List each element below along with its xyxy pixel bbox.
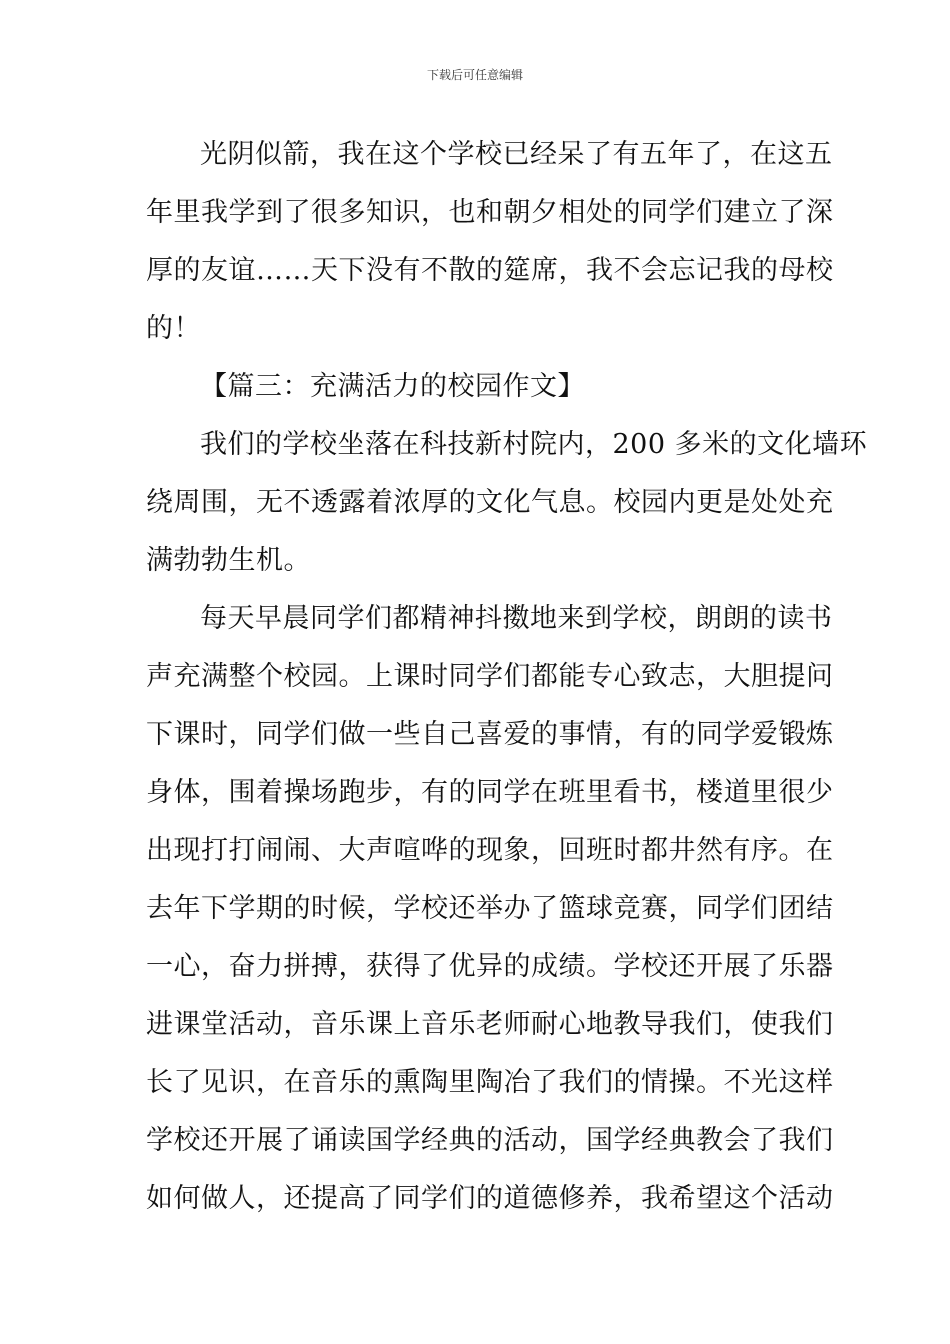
text-line: 进课堂活动，音乐课上音乐老师耐心地教导我们，使我们 <box>146 1009 834 1040</box>
text-line: 如何做人，还提高了同学们的道德修养，我希望这个活动 <box>146 1183 834 1214</box>
text-line: 去年下学期的时候，学校还举办了篮球竞赛，同学们团结 <box>146 893 834 924</box>
page-header-note: 下载后可任意编辑 <box>426 68 523 82</box>
text-line: 出现打打闹闹、大声喧哗的现象，回班时都井然有序。在 <box>146 835 834 866</box>
text-line: 下课时，同学们做一些自己喜爱的事情，有的同学爱锻炼 <box>146 719 834 750</box>
section-heading: 【篇三：充满活力的校园作文】 <box>200 371 585 402</box>
text-line: 厚的友谊……天下没有不散的筵席，我不会忘记我的母校 <box>146 255 834 286</box>
text-line: 身体，围着操场跑步，有的同学在班里看书，楼道里很少 <box>146 777 834 808</box>
document-body <box>146 126 868 1228</box>
text-line: 每天早晨同学们都精神抖擞地来到学校，朗朗的读书 <box>200 603 833 634</box>
text-line: 声充满整个校园。上课时同学们都能专心致志，大胆提问 <box>146 661 834 692</box>
text-line: 长了见识，在音乐的熏陶里陶冶了我们的情操。不光这样 <box>146 1067 834 1098</box>
text-line: 一心，奋力拼搏，获得了优异的成绩。学校还开展了乐器 <box>146 951 834 982</box>
text-line: 绕周围，无不透露着浓厚的文化气息。校园内更是处处充 <box>146 487 834 518</box>
text-line: 满勃勃生机。 <box>146 545 311 576</box>
text-line: 年里我学到了很多知识，也和朝夕相处的同学们建立了深 <box>146 197 834 228</box>
text-line: 光阴似箭，我在这个学校已经呆了有五年了，在这五 <box>200 139 833 170</box>
text-line: 我们的学校坐落在科技新村院内，200 多米的文化墙环 <box>200 429 868 460</box>
text-line: 学校还开展了诵读国学经典的活动，国学经典教会了我们 <box>146 1125 834 1156</box>
text-line: 的！ <box>146 313 201 344</box>
